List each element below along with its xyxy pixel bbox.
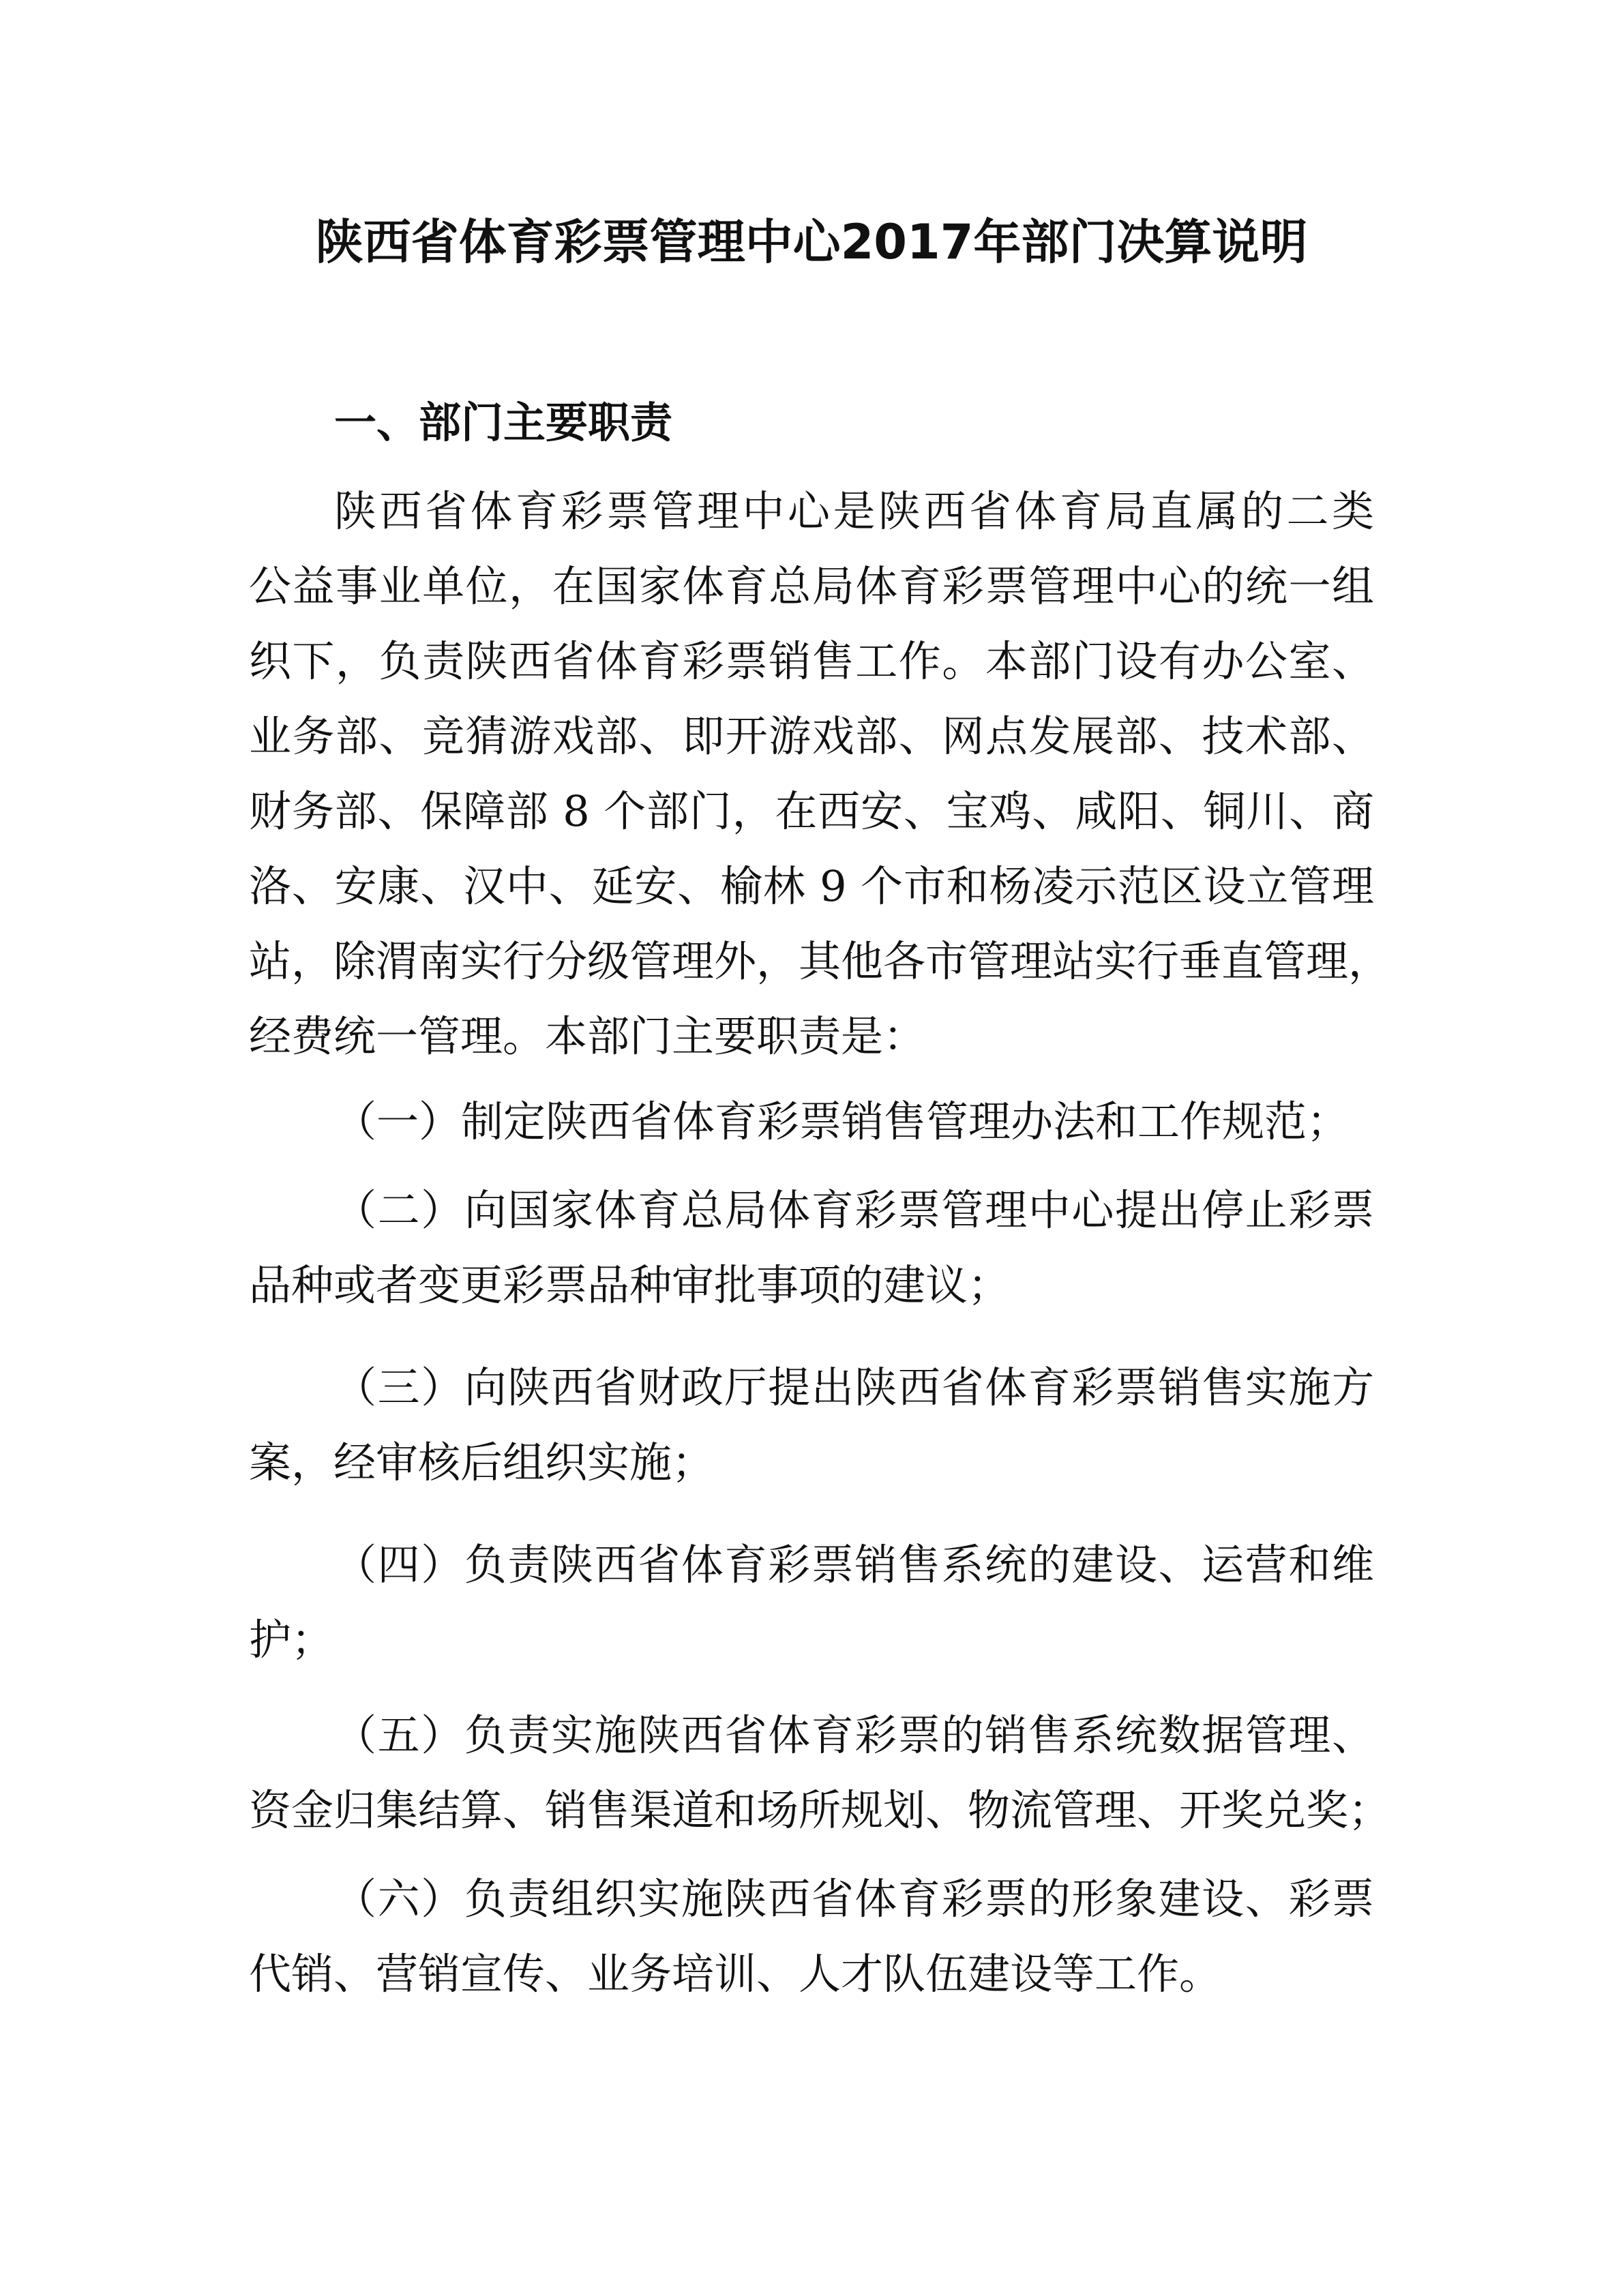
intro-line: 业务部、竞猜游戏部、即开游戏部、网点发展部、技术部、 — [249, 711, 1374, 761]
duty-1-line: （一）制定陕西省体育彩票销售管理办法和工作规范； — [334, 1097, 1350, 1146]
duty-4-line: （四）负责陕西省体育彩票销售系统的建设、运营和维 — [334, 1540, 1374, 1590]
duty-2-line: （二）向国家体育总局体育彩票管理中心提出停止彩票 — [334, 1185, 1374, 1235]
intro-line: 公益事业单位，在国家体育总局体育彩票管理中心的统一组 — [249, 561, 1374, 611]
duty-6-line: （六）负责组织实施陕西省体育彩票的形象建设、彩票 — [334, 1874, 1374, 1924]
intro-line: 财务部、保障部 8 个部门，在西安、宝鸡、咸阳、铜川、商 — [249, 786, 1374, 836]
intro-line: 经费统一管理。本部门主要职责是： — [249, 1011, 926, 1061]
duty-4-line: 护； — [249, 1615, 334, 1665]
document-title: 陕西省体育彩票管理中心2017年部门决算说明 — [315, 214, 1308, 270]
duty-3-line: 案，经审核后组织实施； — [249, 1437, 715, 1487]
duty-6-line: 代销、营销宣传、业务培训、人才队伍建设等工作。 — [249, 1949, 1222, 1999]
intro-line: 陕西省体育彩票管理中心是陕西省体育局直属的二类 — [334, 486, 1374, 536]
intro-line: 织下，负责陕西省体育彩票销售工作。本部门设有办公室、 — [249, 636, 1374, 686]
intro-line: 洛、安康、汉中、延安、榆林 9 个市和杨凌示范区设立管理 — [249, 861, 1374, 911]
duty-2-line: 品种或者变更彩票品种审批事项的建议； — [249, 1260, 1011, 1310]
duty-3-line: （三）向陕西省财政厅提出陕西省体育彩票销售实施方 — [334, 1362, 1374, 1412]
section-heading: 一、部门主要职责 — [334, 398, 673, 447]
intro-line: 站，除渭南实行分级管理外，其他各市管理站实行垂直管理， — [249, 936, 1391, 986]
duty-5-line: （五）负责实施陕西省体育彩票的销售系统数据管理、 — [334, 1710, 1374, 1760]
duty-5-line: 资金归集结算、销售渠道和场所规划、物流管理、开奖兑奖； — [249, 1785, 1391, 1835]
